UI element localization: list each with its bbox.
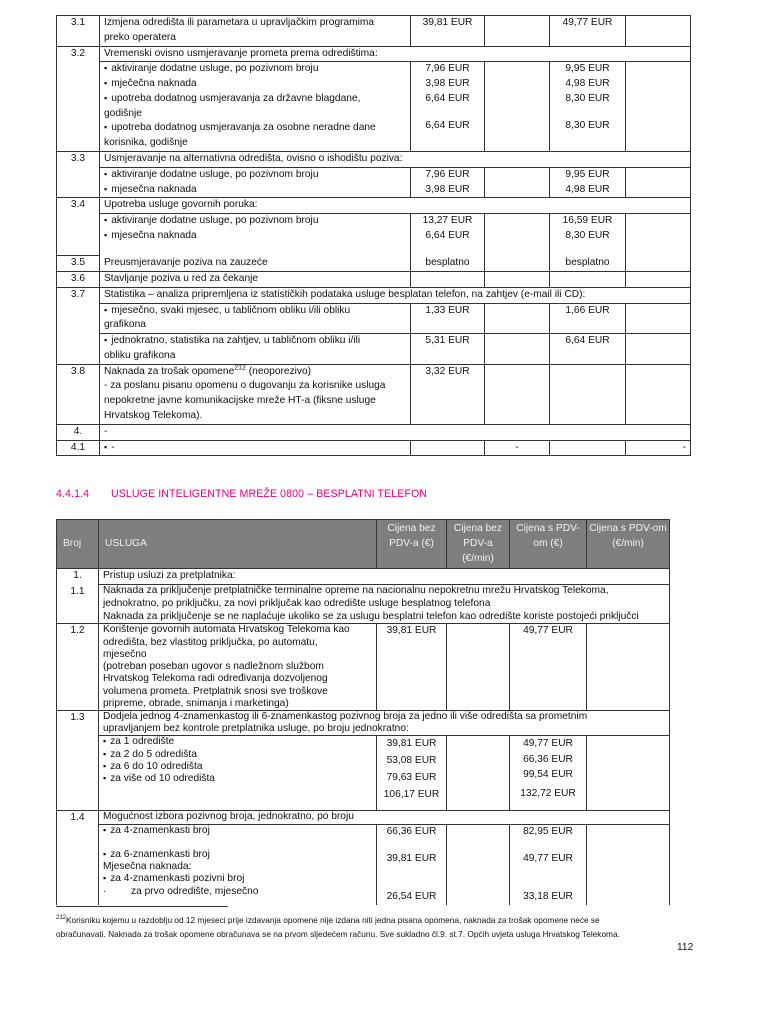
service-description: Naknada za priključenje pretplatničke terminalne opreme na nacionalnu nepokretnu mrežu Hrvatskog Telekoma, jednokratno, po priključku, za novi priključak kao odredište usluge besplatnog telefona Naknada za priključenje se ne naplaćuje ukoliko se za uslugu besplatni telefon kao odredište koriste postojeći priključci	[99, 585, 670, 624]
bullet-list: ▪ aktiviranje dodatne usluge, po pozivnom broju ▪ mjesečna naknada	[100, 167, 411, 198]
price-with-vat: 49,77 EUR 66,36 EUR 99,54 EUR 132,72 EUR	[510, 736, 587, 811]
table-row	[57, 569, 670, 585]
col-header-price-no-vat: Cijena bez PDV-a (€)	[377, 520, 447, 569]
row-number: 1.4	[57, 811, 99, 905]
section-heading	[56, 487, 427, 502]
price-without-vat: 13,27 EUR 6,64 EUR besplatno	[411, 214, 485, 272]
price-with-vat: 9,95 EUR 4,98 EUR 8,30 EUR 8,30 EUR	[550, 62, 626, 152]
price-with-vat: 49,77 EUR	[510, 624, 587, 711]
table-row: ▪ jednokratno, statistika na zahtjev, u tabličnom obliku i/ili obliku grafikona 5,31 EUR 6,64 EUR	[57, 334, 691, 365]
footnote-divider	[56, 906, 228, 907]
table-row	[57, 364, 691, 424]
footnote-number: 212	[56, 915, 67, 922]
col-header-price-vat: Cijena s PDV-om (€)	[510, 520, 587, 569]
price-without-vat: 39,81 EUR	[411, 16, 485, 47]
price-with-vat: 49,77 EUR	[550, 16, 626, 47]
price-without-vat: 39,81 EUR 53,08 EUR 79,63 EUR 106,17 EUR	[377, 736, 447, 811]
table-row	[57, 711, 670, 736]
service-description: Izmjena odredišta ili parametara u upravljačkim programima preko operatera	[100, 16, 411, 47]
table-row	[57, 287, 691, 303]
table-row	[57, 167, 691, 198]
footnote-ref: 212	[234, 364, 246, 372]
row-number: 3.8	[57, 364, 100, 424]
row-title: Statistika – analiza pripremljena iz statističkih podataka usluge besplatan telefon, na zahtjev (e-mail ili CD):	[100, 287, 691, 303]
table-row	[57, 16, 691, 47]
table-row: 4.1 ▪ - - -	[57, 440, 691, 456]
section-title: USLUGE INTELIGENTNE MREŽE 0800 – BESPLATNI TELEFON	[111, 488, 428, 500]
section-number: 4.4.1.4	[56, 488, 90, 500]
table-row	[57, 272, 691, 288]
table-row	[57, 585, 670, 624]
row-number: 4.1	[57, 440, 100, 456]
table-row	[57, 624, 670, 711]
price-with-vat: 82,95 EUR 49,77 EUR 33,18 EUR	[510, 824, 587, 905]
price-with-vat: 16,59 EUR 8,30 EUR besplatno	[550, 214, 626, 272]
row-number: 3.4	[57, 198, 100, 256]
price-without-vat: 7,96 EUR 3,98 EUR 6,64 EUR 6,64 EUR	[411, 62, 485, 152]
price-with-vat: 1,66 EUR	[550, 303, 626, 334]
price-with-vat: 6,64 EUR	[550, 334, 626, 365]
table-row	[57, 62, 691, 152]
service-description: Korištenje govornih automata Hrvatskog Telekoma kao odredišta, bez vlastitog priključka, po automatu, mjesečno (potreban poseban ugovor s nadležnom službom Hrvatskog Telekoma radi određivanja dozvoljenog volumena prometa. Pretplatnik snosi sve troškove pripreme, obrade, snimanja i marketinga)	[99, 624, 377, 711]
bullet-list: ▪ aktiviranje dodatne usluge, po pozivnom broju ▪ mječečna naknada ▪ upotreba dodatnog usmjeravanja za državne blagdane, godišnje ▪ upotreba dodatnog usmjeravanja za osobne neradne dane korisnika, godišnje	[100, 62, 411, 152]
row-number: 3.2	[57, 46, 100, 151]
row-title: Vremenski ovisno usmjeravanje prometa prema odredištima:	[100, 46, 691, 62]
price-without-vat: 5,31 EUR	[411, 334, 485, 365]
table-row	[57, 152, 691, 168]
service-description: Naknada za trošak opomene$^{212}$ (neoporezivo) - za poslanu pisanu opomenu o dugovanju za korisnike usluga nepokretne javne komunikacijske mreže HT-a (fiksne usluge Hrvatskog Telekoma).	[100, 364, 411, 424]
row-number: 1.	[57, 569, 99, 585]
free-phone-table	[56, 519, 670, 905]
service-description: Stavljanje poziva u red za čekanje	[100, 272, 411, 288]
price-without-vat: 66,36 EUR 39,81 EUR 26,54 EUR	[377, 824, 447, 905]
price-with-vat: 9,95 EUR 4,98 EUR	[550, 167, 626, 198]
service-description: Preusmjeravanje poziva na zauzeće	[100, 256, 411, 272]
row-title: Pristup usluzi za pretplatnika:	[99, 569, 670, 585]
table-row	[57, 198, 691, 214]
row-title: Usmjeravanje na alternativna odredišta, ovisno o ishodištu poziva:	[100, 152, 691, 168]
row-title: Upotreba usluge govornih poruka:	[100, 198, 691, 214]
row-number: 3.7	[57, 287, 100, 364]
table-row	[57, 811, 670, 824]
col-header-price-vat-min: Cijena s PDV-om (€/min)	[587, 520, 670, 569]
footnote: $^{212}$Korisniku kojemu u razdoblju od 12 mjeseci prije izdavanja opomene nije izdana niti jedna pisana opomena, naknada za trošak opomene neće se obračunavati. Naknada za trošak opomene obračunava se na prvom sljedećem računu. Sve sukladno čl.9. st.7. Općih uvjeta usluga Hrvatskog Telekoma.	[56, 915, 620, 940]
price-without-vat: 1,33 EUR	[411, 303, 485, 334]
table-row	[57, 214, 691, 256]
col-header-number: Broj	[57, 520, 99, 569]
price-without-vat: 7,96 EUR 3,98 EUR	[411, 167, 485, 198]
table-row: ▪ mjesečno, svaki mjesec, u tabličnom obliku i/ili obliku grafikona 1,33 EUR 1,66 EUR	[57, 303, 691, 334]
row-number: 1.3	[57, 711, 99, 811]
bullet-list: ▪ aktiviranje dodatne usluge, po pozivnom broju ▪ mjesečna naknada	[100, 214, 411, 256]
row-number: 1.2	[57, 624, 99, 711]
row-number: 4.	[57, 424, 100, 440]
table-row	[57, 424, 691, 440]
row-title: Dodjela jednog 4-znamenkastog ili 6-znamenkastog pozivnog broja za jedno ili više odredišta sa prometnim upravljanjem bez kontrole pretplatnika usluge, po broju jednokratno:	[99, 711, 670, 736]
table-row	[57, 736, 670, 811]
row-title: -	[100, 424, 691, 440]
page-number: 112	[677, 942, 694, 953]
row-number: 3.5	[57, 256, 100, 272]
bullet-list: ▪ za 1 odredište ▪ za 2 do 5 odredišta ▪ za 6 do 10 odredišta ▪ za više od 10 odredišta	[99, 736, 377, 811]
table-header	[57, 520, 670, 569]
price-without-vat: 39,81 EUR	[377, 624, 447, 711]
fees-table-continued	[56, 15, 691, 456]
bullet-list: ▪ za 4-znamenkasti broj ▪ za 6-znamenkasti broj Mjesečna naknada: ▪ za 4-znamenkasti pozivni broj · za prvo odredište, mjesečno	[99, 824, 377, 905]
price-without-vat: 3,32 EUR	[411, 364, 485, 424]
row-title: Mogućnost izbora pozivnog broja, jednokratno, po broju	[99, 811, 670, 824]
row-number: 3.1	[57, 16, 100, 47]
table-row	[57, 824, 670, 905]
table-row	[57, 46, 691, 62]
col-header-service: USLUGA	[99, 520, 377, 569]
row-number: 3.3	[57, 152, 100, 198]
row-number: 3.6	[57, 272, 100, 288]
row-number: 1.1	[57, 585, 99, 624]
col-header-price-no-vat-min: Cijena bez PDV-a (€/min)	[447, 520, 510, 569]
